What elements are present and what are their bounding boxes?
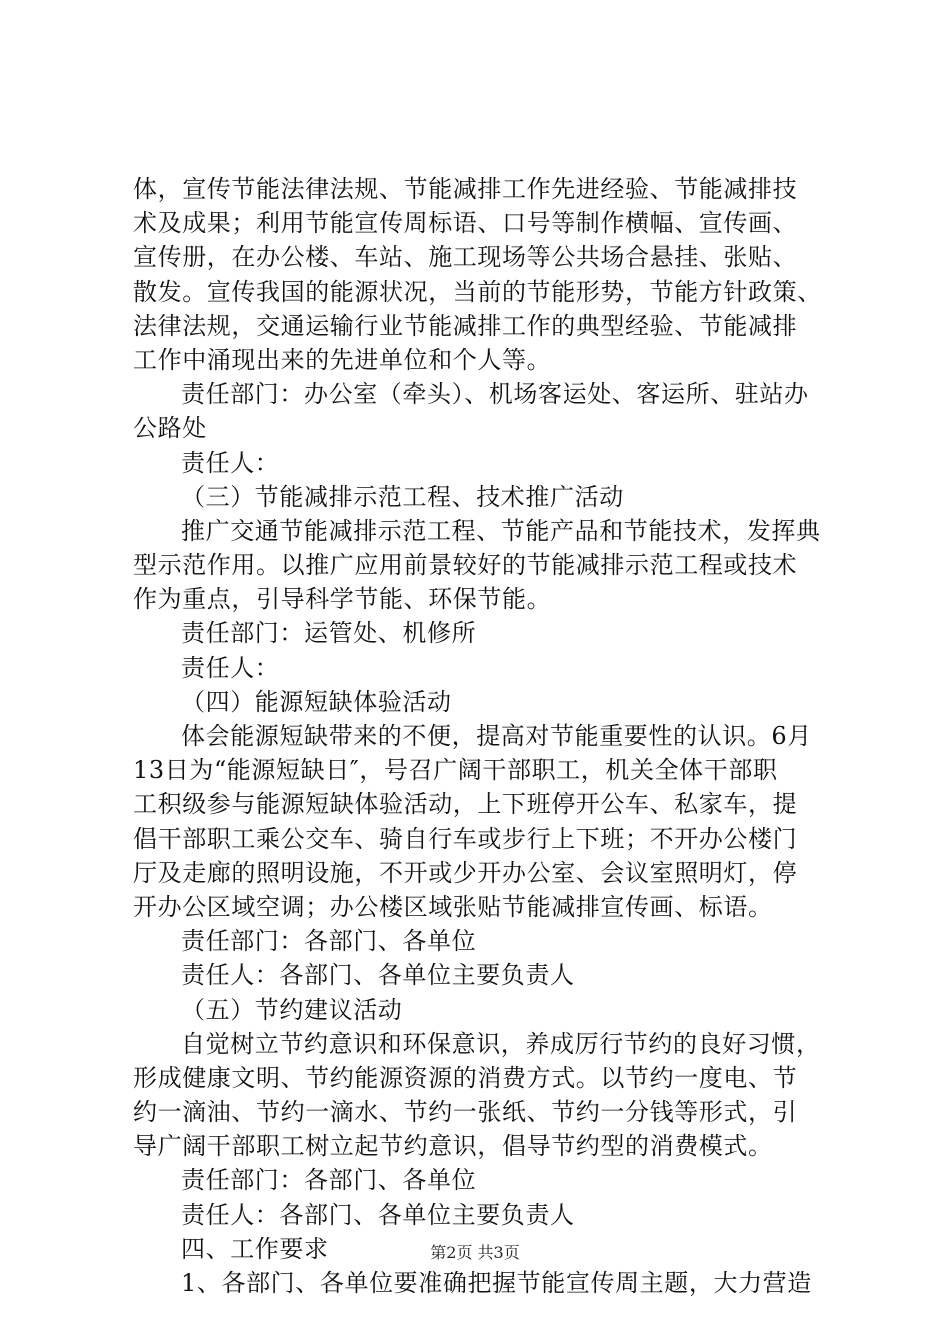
text-line: 厅及走廊的照明设施，不开或少开办公室、会议室照明灯，停 [133, 858, 798, 887]
text-line: 工积级参与能源短缺体验活动，上下班停开公车、私家车，提 [133, 790, 798, 819]
text-line: 约一滴油、节约一滴水、节约一张纸、节约一分钱等形式，引 [133, 1098, 798, 1127]
text-line: 宣传册，在办公楼、车站、施工现场等公共场合悬挂、张贴、 [133, 243, 798, 272]
text-line: 术及成果；利用节能宣传周标语、口号等制作横幅、宣传画、 [133, 209, 798, 238]
text-line: （三）节能减排示范工程、技术推广活动 [181, 482, 624, 511]
text-line: 体会能源短缺带来的不便，提高对节能重要性的认识。6月 [181, 722, 812, 750]
text-line: 自觉树立节约意识和环保意识，养成厉行节约的良好习惯， [181, 1029, 821, 1058]
text-line: 责任部门：各部门、各单位 [181, 1166, 477, 1195]
text-line: （四）能源短缺体验活动 [181, 687, 452, 716]
text-line: 形成健康文明、节约能源资源的消费方式。以节约一度电、节 [133, 1063, 798, 1092]
document-body [133, 172, 853, 1300]
text-line: 型示范作用。以推广应用前景较好的节能减排示范工程或技术 [133, 551, 798, 580]
text-line: 法律法规，交通运输行业节能减排工作的典型经验、节能减排 [133, 311, 798, 340]
text-line: 倡干部职工乘公交车、骑自行车或步行上下班；不开办公楼门 [133, 824, 798, 853]
text-line: 工作中涌现出来的先进单位和个人等。 [133, 345, 552, 374]
page-footer: 第2页 共3页 [430, 1243, 520, 1262]
text-line: 四、工作要求 [181, 1234, 329, 1263]
text-line: 公路处 [133, 414, 207, 443]
text-line: 导广阔干部职工树立起节约意识，倡导节约型的消费模式。 [133, 1132, 773, 1161]
text-line: （五）节约建议活动 [181, 995, 403, 1024]
text-line: 体，宣传节能法律法规、节能减排工作先进经验、节能减排技 [133, 175, 798, 203]
text-line: 散发。宣传我国的能源状况，当前的节能形势，节能方针政策、 [133, 277, 822, 306]
text-line: 责任部门：运管处、机修所 [181, 619, 477, 648]
text-line: 责任部门：办公室（牵头）、机场客运处、客运所、驻站办 [181, 380, 809, 409]
text-line: 开办公区域空调；办公楼区域张贴节能减排宣传画、标语。 [133, 892, 773, 921]
text-line: 13日为“能源短缺日″，号召广阔干部职工，机关全体干部职 [133, 756, 778, 785]
text-line: 1、各部门、各单位要准确把握节能宣传周主题，大力营造 [181, 1269, 812, 1297]
text-line: 责任人： [181, 653, 280, 682]
text-line: 作为重点，引导科学节能、环保节能。 [133, 585, 552, 614]
text-line: 推广交通节能减排示范工程、节能产品和节能技术，发挥典 [181, 516, 821, 545]
text-line: 责任人：各部门、各单位主要负责人 [181, 1200, 575, 1229]
text-line: 责任部门：各部门、各单位 [181, 927, 477, 956]
text-line: 责任人：各部门、各单位主要负责人 [181, 961, 575, 990]
text-line: 责任人： [181, 448, 280, 477]
